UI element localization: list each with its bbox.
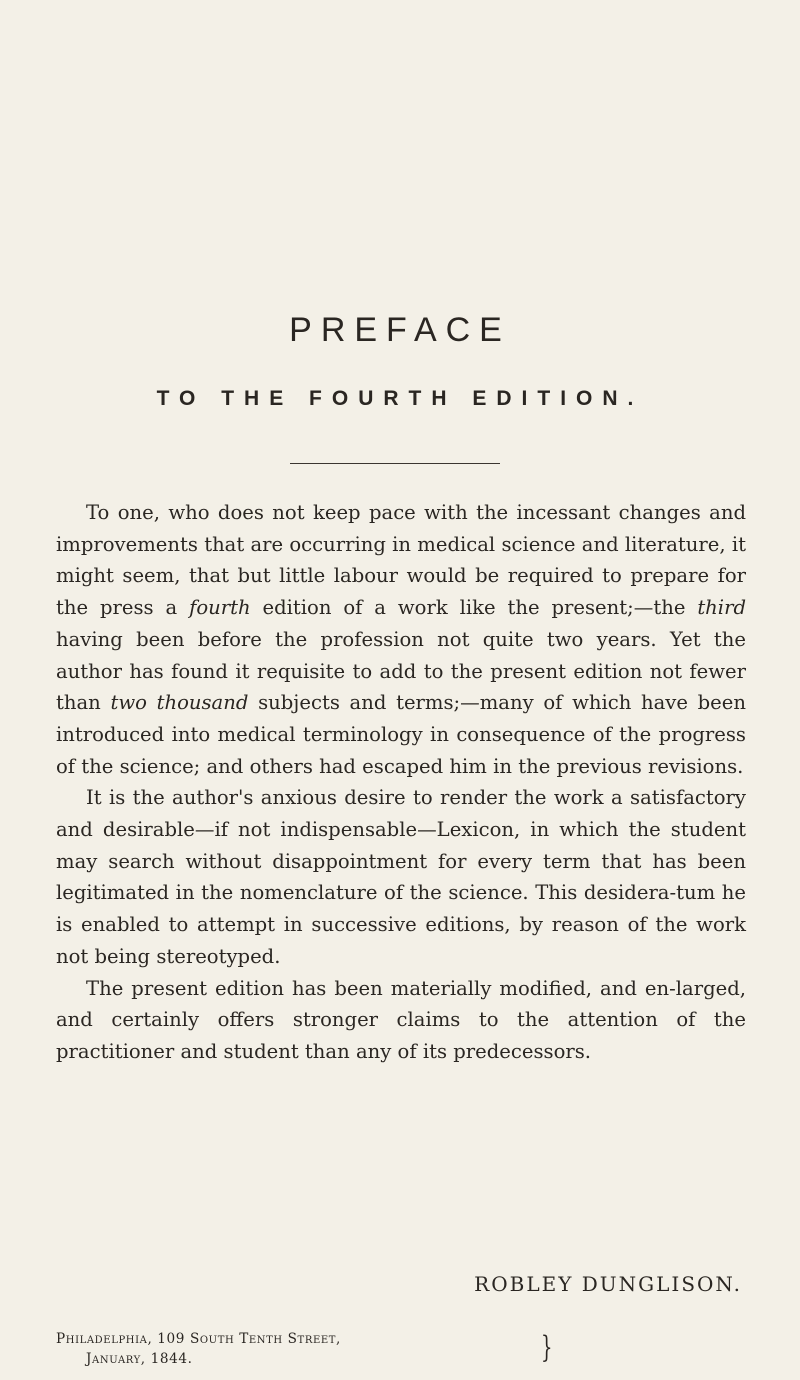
italic-text-segment: two thousand: [110, 691, 249, 715]
right-brace-icon: }: [541, 1330, 553, 1365]
preface-body: [56, 497, 746, 1068]
paragraph-3: [56, 973, 746, 1068]
page-subtitle: TO THE FOURTH EDITION.: [156, 387, 644, 410]
text-segment: subjects and terms;—many of which have been introduced into medical terminology in consequence of the progress of the science; and others had escaped him in the previous revisions.: [56, 691, 746, 778]
dateline-date: January, 1844.: [86, 1351, 193, 1367]
author-signature: ROBLEY DUNGLISON.: [474, 1272, 742, 1296]
dateline: [56, 1329, 341, 1369]
text-segment: The present edition has been materially modified, and en-larged, and certainly offers stronger claims to the attention of the practitioner and student than any of its predecessors.: [56, 976, 746, 1063]
title-divider: [290, 463, 500, 464]
text-segment: It is the author's anxious desire to render the work a satisfactory and desirable—if not indispensable—Lexicon, in which the student may search without disappointment for every term that has been legitimated in the nomenclature of the science. This desidera-tum he is enabled to attempt in successive editions, by reason of the work not being stereotyped.: [56, 786, 746, 968]
italic-text-segment: third: [697, 596, 746, 620]
text-segment: having been before the profession not quite two years. Yet the author has found it requisite to add to the present edition not fewer than: [56, 627, 746, 715]
dateline-address: Philadelphia, 109 South Tenth Street,: [56, 1331, 341, 1347]
paragraph-1: [56, 497, 746, 782]
text-segment: To one, who does not keep pace with the incessant changes and improvements that are occurring in medical science and literature, it might seem, that but little labour would be required to prepare for the press a: [56, 501, 746, 620]
page-title: PREFACE: [289, 311, 511, 349]
text-segment: edition of a work like the present;—the: [250, 596, 698, 620]
paragraph-2: [56, 782, 746, 972]
italic-text-segment: fourth: [189, 596, 251, 620]
